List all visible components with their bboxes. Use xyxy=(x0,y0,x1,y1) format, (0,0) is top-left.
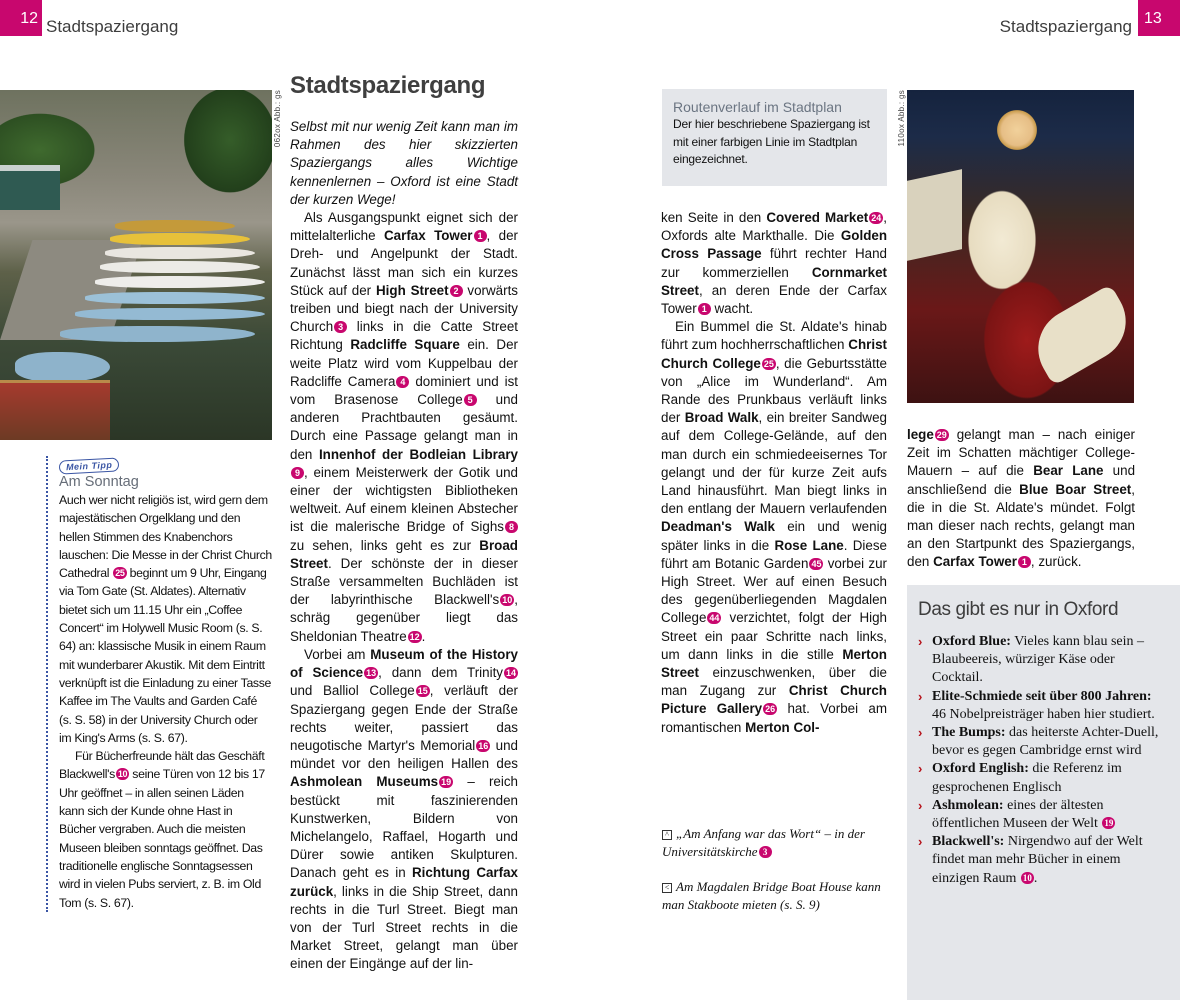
map-marker-badge: 13 xyxy=(366,668,377,679)
caption-text: „Am Anfang war das Wort“ – in der Universitätskirche xyxy=(662,826,865,859)
split-text: , links in die Ship Street, dann rechts in die Turl Street. Biegt man von der Turl Street rechts in die Market Street, gelangt man über einen der Eingänge auf der lin- xyxy=(290,883,518,972)
list-item: › Ashmolean: eines der ältesten öffentlichen Museen der Welt 19 xyxy=(918,797,1114,832)
chevron-right-icon: › xyxy=(918,761,923,777)
page-number-right: 13 xyxy=(1138,0,1180,36)
map-marker-badge: 24 xyxy=(871,213,882,223)
chevron-right-icon: › xyxy=(918,688,923,704)
map-marker-badge: 3 xyxy=(759,846,772,858)
tip-text: seine Türen von 12 bis 17 Uhr geöffnet – in allen seinen Läden kann sich der Kunde ohne Hast in Bücher vergraben. Auch die meisten Museen bleiben sonntags geöffnet. Das traditionelle englische Sonntagsessen wird in vielen Pubs serviert, z. B. im Old Tom (s. S. 67). xyxy=(59,767,265,910)
running-head-right: Stadtspaziergang xyxy=(999,17,1132,36)
tip-title: Am Sonntag xyxy=(59,474,139,490)
photo-caption xyxy=(662,825,892,861)
photo-boat xyxy=(85,292,265,304)
article-paragraph-1: Als Ausgangspunkt eignet sich der mittelalterliche Carfax Tower 1 , der Dreh- und Angelpunkt der Stadt. Zunächst lässt man sich ein kurzes Stück auf der High Street 2 vorwärts treiben und biegt nach der University Church 3 links in die Catte Street Richtung Radcliffe Square ein. Der weite Platz wird vom Kuppelbau der Radcliffe Camera 4 dominiert und ist vom Brasenose College 5 und anderen Prachtbauten gesäumt. Durch eine Passage gelangt man in den Innenhof der Bodleian Library9 , einem Meisterwerk der Gotik und einer der wichtigsten Bibliotheken weltweit. Auf einem kleinen Abstecher ist die malerische Bridge of Sighs 8 zu sehen, links geht es zur Broad Street. Der schönste der in dieser Straße versammelten Buchläden ist der labyrinthische Blackwell's 10 , schräg gegenüber liegt das Sheldonian Theatre 12 . xyxy=(290,210,519,644)
map-marker-badge: 10 xyxy=(502,595,513,606)
chevron-right-icon: › xyxy=(918,634,923,649)
tip-text: Für Bücherfreunde hält das Geschäft Blackwell's xyxy=(59,749,265,782)
photo-up-icon: ^ xyxy=(662,830,672,840)
tip-box xyxy=(46,456,272,912)
mein-tipp-badge: Mein Tipp xyxy=(59,457,120,474)
chevron-right-icon: › xyxy=(918,797,923,813)
route-box-text: Der hier beschriebene Spaziergang ist mit einer farbigen Linie im Stadtplan eingezeichnet. xyxy=(673,117,870,166)
map-marker-badge: 16 xyxy=(478,740,489,751)
photo-red-boat xyxy=(0,380,110,440)
map-marker-badge: 3 xyxy=(334,321,347,333)
route-box-title: Routenverlauf im Stadtplan xyxy=(673,99,842,115)
article-paragraph-3a: Ein Bummel die St. Aldate's hinab führt zum hochherrschaftlichen Christ Church College 25 , die Geburtsstätte von „Alice im Wunderland“. Am Rande des Prunkbaus verläuft links der Broad Walk, ein breiter Sandweg auf dem College-Gelände, auf den man durch ein schmiedeeisernes Tor gelangt und der für kurze Zeit aufs Land hinausführt. Man biegt links in den entlang der Mauern verlaufenden Deadman's Walk ein und wenig später links in die Rose Lane. Diese führt am Botanic Garden 45 vorbei zur High Street. Wer auf einen Besuch des gegenüberliegenden Magdalen College 44 verzichtet, folgt der High Street ein paar Schritte nach links, um dann links in die stille Merton Street einzuschwenken, über die man Zugang zur Christ Church Picture Gallery 26 hat. Vorbei am romantischen Merton Col- xyxy=(661,319,887,735)
map-marker-badge: 5 xyxy=(464,394,477,406)
map-marker-badge: 19 xyxy=(441,777,452,788)
photo-boat xyxy=(105,247,255,259)
split-text: ken Seite in den xyxy=(661,210,767,225)
map-marker-badge: 14 xyxy=(505,668,516,679)
map-marker-badge: 1 xyxy=(698,303,711,315)
caption-text: Am Magdalen Bridge Boat House kann man Stakboote mieten (s. S. 9) xyxy=(662,879,881,912)
list-item: › Blackwell's: Nirgendwo auf der Welt findet man mehr Bücher in einem einzigen Raum 10 . xyxy=(918,834,1143,886)
list-item: › Oxford Blue: Vieles kann blau sein – Blaubeereis, würziger Käse oder Cocktail. xyxy=(918,634,1144,686)
map-marker-badge: 25 xyxy=(115,568,125,579)
only-in-oxford-box xyxy=(907,585,1180,1000)
tip-body xyxy=(59,491,272,912)
photo-shed xyxy=(0,165,60,210)
photo-stained-glass-window xyxy=(907,90,1134,403)
article-title: Stadtspaziergang xyxy=(290,72,486,99)
map-marker-badge: 15 xyxy=(417,686,428,697)
map-marker-badge: 4 xyxy=(396,376,409,388)
tip-paragraph xyxy=(59,491,272,747)
tip-text: beginnt um 9 Uhr, Eingang via Tom Gate (St. Aldates). Alternativ bietet sich um 11.15 Uhr ein „Coffee Concert“ im Holywell Music Room (s. S. 64) an: klassische Musik in einem Raum mit wunderbarer Akustik. Mit dem Eintritt verknüpft ist die Einladung zu einer Tasse Kaffee im The Vaults and Garden Café (s. S. 58) in der University Church oder im King's Arms (s. S. 67). xyxy=(59,566,272,745)
map-marker-badge: 12 xyxy=(409,631,420,642)
map-marker-badge: 29 xyxy=(936,430,947,440)
tip-text: Auch wer nicht religiös ist, wird gern dem majestätischen Orgelklang und den hellen Stimmen des Knabenchors lauschen: Die Messe in der Christ Church Cathedral xyxy=(59,493,272,581)
article-paragraph-3b: lege 29 gelangt man – nach einiger Zeit im Schatten mächtiger College-Mauern – auf die Bear Lane und anschließend die Blue Boar Street, die in die St. Aldate's mündet. Folgt man dieser nach rechts, gelangt man an den Startpunkt des Spaziergangs, den Carfax Tower 1 , zurück. xyxy=(907,427,1136,570)
map-marker-badge: 26 xyxy=(765,704,776,715)
photo-boat xyxy=(95,276,265,288)
photo-boat xyxy=(115,220,235,232)
photo-credit-right: 110ox Abb.: gs xyxy=(897,90,906,147)
split-text: lege xyxy=(907,427,934,442)
map-marker-badge: 10 xyxy=(1022,872,1032,883)
running-head-left: Stadtspaziergang xyxy=(46,17,179,36)
list-item: › Elite-Schmiede seit über 800 Jahren: 46 Nobelpreisträger haben hier studiert. xyxy=(918,688,1155,722)
chevron-right-icon: › xyxy=(918,725,923,741)
oxford-box-title: Das gibt es nur in Oxford xyxy=(918,599,1119,620)
article-column-1 xyxy=(290,118,518,974)
photo-boat xyxy=(75,308,265,320)
photo-boat xyxy=(60,326,255,342)
list-item: › Oxford English: die Referenz im gesprochenen Englisch xyxy=(918,761,1122,795)
map-marker-badge: 2 xyxy=(450,285,463,297)
split-text: Merton Col- xyxy=(745,719,820,735)
article-paragraph-2b: ken Seite in den Covered Market 24 , Oxfords alte Markthalle. Die Golden Cross Passage führt rechter Hand zur kommerziellen Cornmarket Street, an deren Ende der Carfax Tower 1 wacht. xyxy=(661,210,887,317)
route-info-box xyxy=(662,89,887,186)
oxford-list xyxy=(918,633,1169,888)
photo-boat xyxy=(110,233,250,245)
map-marker-badge: 8 xyxy=(505,521,518,533)
list-item: › The Bumps: das heiterste Achter-Duell, bevor es gegen Cambridge ernst wird xyxy=(918,725,1159,759)
photo-punts-boathouse xyxy=(0,90,272,440)
map-marker-badge: 44 xyxy=(709,613,720,624)
photo-credit-left: 062ox Abb.: gs xyxy=(273,90,282,148)
map-marker-badge: 19 xyxy=(1104,818,1114,829)
map-marker-badge: 25 xyxy=(763,358,774,369)
map-marker-badge: 45 xyxy=(811,558,822,569)
map-marker-badge: 1 xyxy=(1018,556,1031,568)
map-marker-badge: 9 xyxy=(291,467,304,479)
photo-boat xyxy=(15,352,110,382)
article-column-3 xyxy=(907,426,1135,572)
chevron-right-icon: › xyxy=(918,834,923,850)
photo-caption xyxy=(662,878,892,914)
page-number-left: 12 xyxy=(0,0,42,36)
map-marker-badge: 1 xyxy=(474,230,487,242)
article-column-2 xyxy=(661,209,887,737)
photo-left-icon: < xyxy=(662,883,672,893)
article-paragraph-2a: Vorbei am Museum of the History of Science 13 , dann dem Trinity 14 und Balliol College 15 , verläuft der Spaziergang gegen Ende der Straße rechts weiter, passiert das neugotische Martyr's Memorial 16 und mündet vor den heiligen Hallen des Ashmolean Museums 19 – reich bestückt mit faszinierenden Kunstwerken, Bildern von Michelangelo, Raffael, Hogarth und Dürer sowie antiken Skulpturen. Danach geht es in Richtung Carfax zurück, links in die Ship Street, dann rechts in die Turl Street. Biegt man von der Turl Street rechts in die Market Street, gelangt man über einen der Eingänge auf der lin- xyxy=(290,646,519,972)
tip-paragraph xyxy=(59,747,272,912)
article-intro: Selbst mit nur wenig Zeit kann man im Rahmen des hier skizzierten Spaziergangs alles Wichtige kennenlernen – Oxford ist eine Stadt der kurzen Wege! xyxy=(290,119,518,207)
photo-boat xyxy=(100,261,260,273)
photo-book xyxy=(907,169,962,261)
map-marker-badge: 10 xyxy=(117,769,128,780)
photo-scroll xyxy=(1024,284,1134,386)
